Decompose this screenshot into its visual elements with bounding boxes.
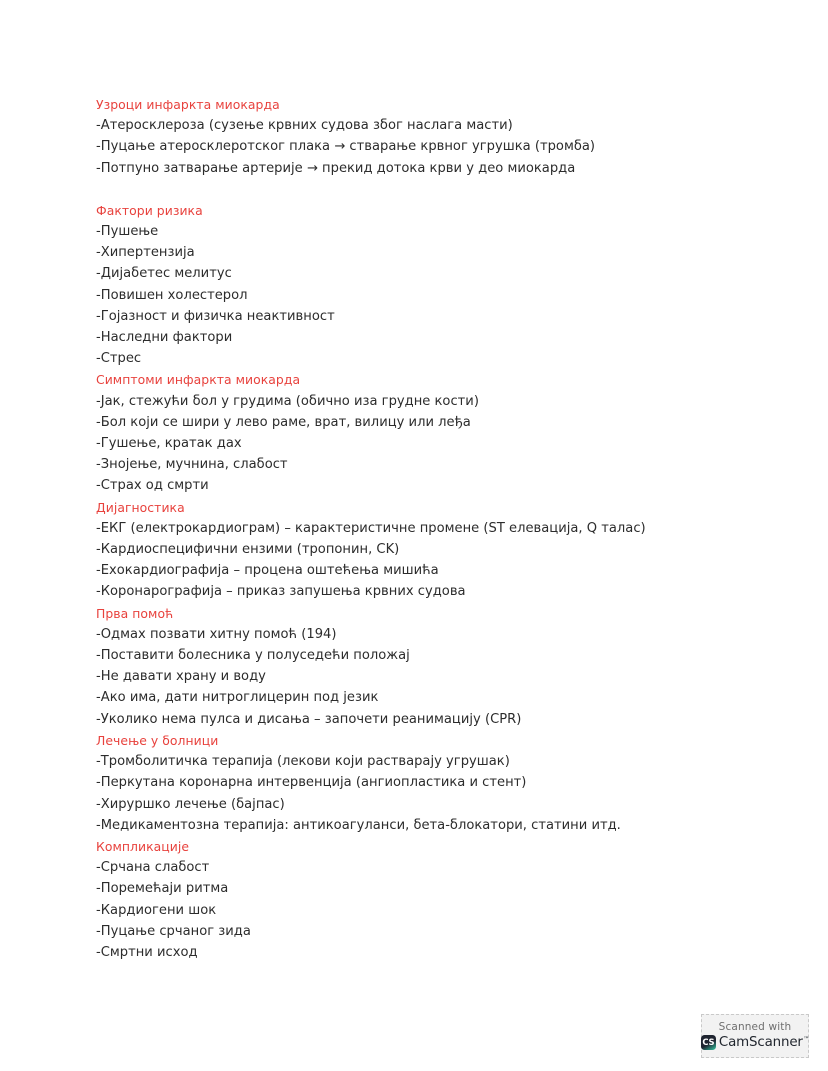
list-item: -Знојење, мучнина, слабост — [96, 457, 288, 473]
list-item: -Срчана слабост — [96, 860, 210, 876]
section-item-list — [96, 751, 746, 836]
list-item: -Ако има, дати нитроглицерин под језик — [96, 690, 379, 706]
document-section — [96, 200, 746, 370]
section-heading: Дијагностика — [96, 499, 185, 515]
section-heading: Симптоми инфаркта миокарда — [96, 372, 301, 388]
document-section — [96, 603, 746, 730]
camscanner-wordmark — [719, 1035, 809, 1050]
list-item: -Поставити болесника у полуседећи положај — [96, 648, 410, 664]
list-item: -Пуцање срчаног зида — [96, 923, 251, 939]
section-heading: Узроци инфаркта миокарда — [96, 97, 280, 112]
list-item: -Пуцање атеросклеротског плака → стварање крвног угрушка (тромба) — [96, 139, 596, 155]
document-section — [96, 94, 746, 179]
list-item: -ЕКГ (електрокардиограм) – карактеристичне промене (ST елевација, Q талас) — [96, 520, 646, 536]
section-heading: Лечење у болници — [96, 732, 219, 748]
camscanner-watermark — [701, 1014, 809, 1058]
list-item: -Перкутана коронарна интервенција (ангиопластика и стент) — [96, 775, 527, 791]
list-item: -Ехокардиографија – процена оштећења мишића — [96, 563, 439, 579]
list-item: -Медикаментозна терапија: антикоагуланси, бета-блокатори, статини итд. — [96, 817, 621, 833]
list-item: -Поремећаји ритма — [96, 881, 229, 897]
list-item: -Атеросклероза (сузење крвних судова због наслага масти) — [96, 118, 513, 134]
camscanner-wordmark-text: CamScanner — [718, 1035, 803, 1050]
list-item: -Јак, стежући бол у грудима (обично иза грудне кости) — [96, 393, 479, 409]
section-item-list — [96, 857, 746, 963]
list-item: -Смртни исход — [96, 944, 198, 960]
list-item: -Гушење, кратак дах — [96, 436, 242, 452]
list-item: -Не давати храну и воду — [96, 669, 266, 685]
list-item: -Дијабетес мелитус — [96, 266, 232, 282]
section-item-list — [96, 115, 746, 179]
document-section — [96, 369, 746, 496]
list-item: -Тромболитичка терапија (лекови који растварају угрушак) — [96, 754, 510, 770]
list-item: -Бол који се шири у лево раме, врат, вилицу или леђа — [96, 414, 471, 430]
list-item: -Пушење — [96, 224, 159, 240]
section-item-list — [96, 624, 746, 730]
section-item-list — [96, 221, 746, 369]
section-heading: Компликације — [96, 838, 190, 854]
list-item: -Коронарографија – приказ запушења крвних судова — [96, 584, 466, 600]
section-heading: Прва помоћ — [96, 605, 174, 621]
list-item: -Хипертензија — [96, 245, 195, 261]
list-item: -Стрес — [96, 351, 142, 367]
list-item: -Одмах позвати хитну помоћ (194) — [96, 626, 337, 642]
document-section — [96, 836, 746, 963]
section-item-list — [96, 391, 746, 497]
list-item: -Наследни фактори — [96, 330, 233, 346]
list-item: -Кардиогени шок — [96, 902, 217, 918]
section-heading: Фактори ризика — [96, 202, 203, 218]
list-item: -Потпуно затварање артерије → прекид дотока крви у део миокарда — [96, 160, 576, 176]
section-item-list — [96, 518, 746, 603]
document-section — [96, 497, 746, 603]
list-item: -Уколико нема пулса и дисања – започети реанимацију (CPR) — [96, 711, 522, 727]
list-item: -Кардиоспецифични ензими (тропонин, CK) — [96, 542, 400, 558]
list-item: -Повишен холестерол — [96, 287, 248, 303]
list-item: -Хируршко лечење (бајпас) — [96, 796, 285, 812]
document-body — [96, 94, 746, 963]
trademark-symbol: ™ — [803, 1035, 810, 1043]
document-section — [96, 730, 746, 836]
watermark-scanned-with-label: Scanned with — [718, 1021, 792, 1033]
watermark-brand-row — [701, 1035, 809, 1050]
list-item: -Страх од смрти — [96, 478, 209, 494]
camscanner-logo-icon: CS — [701, 1035, 716, 1050]
list-item: -Гојазност и физичка неактивност — [96, 308, 335, 324]
